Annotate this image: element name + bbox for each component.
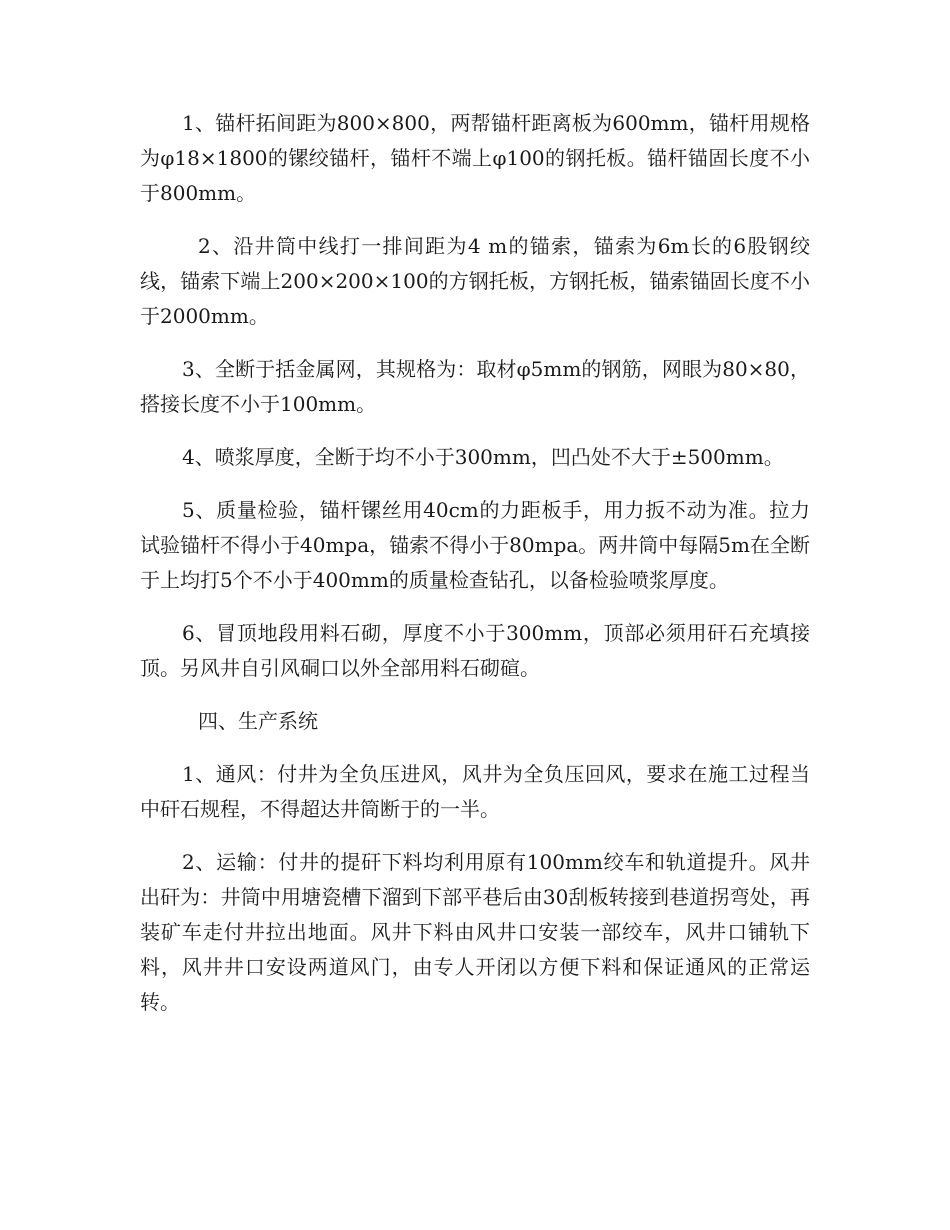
paragraph-quality-inspection: 5、质量检验，锚杆镙丝用40cm的力距板手，用力扳不动为准。拉力试验锚杆不得小于40mpa，锚索不得小于80mpa。两井筒中每隔5m在全断于上均打5个不小于400mm的质量检查钻孔，以备检验喷浆厚度。 [140,498,810,592]
paragraph-roof-fall-section: 6、冒顶地段用料石砌，厚度不小于300mm，顶部必须用矸石充填接顶。另风井自引风硐口以外全部用料石砌碹。 [140,621,810,680]
paragraph-anchor-cable: 2、沿井筒中线打一排间距为4 m的锚索，锚索为6m长的6股钢绞线，锚索下端上200×200×100的方钢托板，方钢托板，锚索锚固长度不小于2000mm。 [140,234,810,328]
paragraph-anchor-bolt-spacing: 1、锚杆拓间距为800×800，两帮锚杆距离板为600mm，锚杆用规格为φ18×1800的镙绞锚杆，锚杆不端上φ100的钢托板。锚杆锚固长度不小于800mm。 [140,111,810,205]
section-heading-production-system: 四、生产系统 [198,709,318,733]
paragraph-transport: 2、运输：付井的提矸下料均利用原有100mm绞车和轨道提升。风井出矸为：井筒中用塘瓷槽下溜到下部平巷后由30刮板转接到巷道拐弯处，再装矿车走付井拉出地面。风井下料由风井口安装一部绞车，风井口铺轨下料，风井井口安设两道风门，由专人开闭以方便下料和保证通风的正常运转。 [140,850,810,1014]
document-page [140,106,810,1020]
paragraph-ventilation: 1、通风：付井为全负压进风，风井为全负压回风，要求在施工过程当中矸石规程，不得超达井筒断于的一半。 [140,762,810,821]
paragraph-metal-mesh: 3、全断于括金属网，其规格为：取材φ5mm的钢筋，网眼为80×80，搭接长度不小于100mm。 [140,357,810,416]
paragraph-shotcrete-thickness: 4、喷浆厚度，全断于均不小于300mm，凹凸处不大于±500mm。 [182,445,784,469]
